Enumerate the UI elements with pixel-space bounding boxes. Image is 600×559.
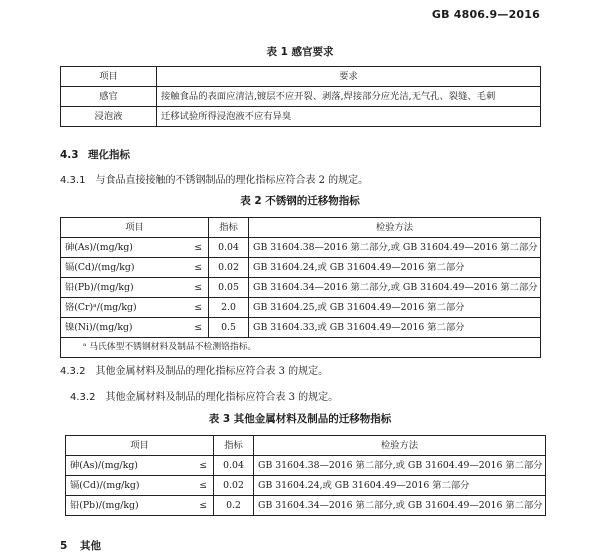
table3 xyxy=(65,435,546,516)
method-cell: GB 31604.38—2016 第二部分,或 GB 31604.49—2016 第二部分 xyxy=(254,456,546,476)
item-cell: 铅(Pb)/(mg/kg) xyxy=(61,278,177,298)
clause-text: 其他金属材料及制品的理化指标应符合表 3 的规定。 xyxy=(95,366,329,377)
item-cell: 镍(Ni)/(mg/kg) xyxy=(61,318,177,338)
section-heading xyxy=(60,538,101,553)
method-cell: GB 31604.34—2016 第二部分,或 GB 31604.49—2016 第二部分 xyxy=(249,278,541,298)
table-header-cell: 检验方法 xyxy=(249,218,541,238)
item-cell: 镉(Cd)/(mg/kg) xyxy=(61,258,177,278)
section-number: 5 xyxy=(60,540,68,552)
table-row xyxy=(61,107,541,127)
table2 xyxy=(60,217,541,358)
table-header-cell: 指标 xyxy=(209,218,249,238)
table-cell: 接触食品的表面应清洁,镀层不应开裂、剥落,焊接部分应光洁,无气孔、裂缝、毛刺 xyxy=(157,87,541,107)
method-cell: GB 31604.25,或 GB 31604.49—2016 第二部分 xyxy=(249,298,541,318)
table-header-row xyxy=(61,218,541,238)
table-row xyxy=(66,456,546,476)
item-cell: 砷(As)/(mg/kg) xyxy=(66,456,182,476)
item-cell: 镉(Cd)/(mg/kg) xyxy=(66,476,182,496)
value-cell: 0.04 xyxy=(209,238,249,258)
value-cell: 0.02 xyxy=(214,476,254,496)
section-heading xyxy=(60,147,130,162)
value-cell: 0.02 xyxy=(209,258,249,278)
table-header-row xyxy=(61,67,541,87)
standard-code: GB 4806.9—2016 xyxy=(431,8,540,21)
table-row xyxy=(61,238,541,258)
table-cell: 感官 xyxy=(61,87,157,107)
method-cell: GB 31604.34—2016 第二部分,或 GB 31604.49—2016 第二部分 xyxy=(254,496,546,516)
table1-caption: 表 1 感官要求 xyxy=(266,46,334,58)
table-footnote: ᵃ 马氏体型不锈钢材料及制品不检测铬指标。 xyxy=(61,338,541,358)
table-header-cell: 检验方法 xyxy=(254,436,546,456)
value-cell: 0.04 xyxy=(214,456,254,476)
le-symbol: ≤ xyxy=(177,298,209,318)
section-number: 4.3 xyxy=(60,149,79,161)
section-title: 理化指标 xyxy=(88,149,130,161)
table-row xyxy=(61,318,541,338)
table2-caption: 表 2 不锈钢的迁移物指标 xyxy=(240,195,360,207)
table-row xyxy=(61,258,541,278)
table-header-row xyxy=(66,436,546,456)
paragraph xyxy=(60,171,368,186)
table1 xyxy=(60,66,541,127)
le-symbol: ≤ xyxy=(182,476,214,496)
paragraph xyxy=(60,362,328,377)
method-cell: GB 31604.33,或 GB 31604.49—2016 第二部分 xyxy=(249,318,541,338)
le-symbol: ≤ xyxy=(182,456,214,476)
clause-number: 4.3.1 xyxy=(60,175,86,186)
value-cell: 0.5 xyxy=(209,318,249,338)
method-cell: GB 31604.38—2016 第二部分,或 GB 31604.49—2016 第二部分 xyxy=(249,238,541,258)
value-cell: 2.0 xyxy=(209,298,249,318)
le-symbol: ≤ xyxy=(177,238,209,258)
section-title: 其他 xyxy=(80,540,101,552)
table-row xyxy=(66,476,546,496)
table-cell: 迁移试验所得浸泡液不应有异臭 xyxy=(157,107,541,127)
paragraph xyxy=(70,388,338,403)
item-cell: 铅(Pb)/(mg/kg) xyxy=(66,496,182,516)
table-row xyxy=(61,87,541,107)
value-cell: 0.05 xyxy=(209,278,249,298)
method-cell: GB 31604.24,或 GB 31604.49—2016 第二部分 xyxy=(254,476,546,496)
clause-number: 4.3.2 xyxy=(70,392,96,403)
le-symbol: ≤ xyxy=(177,258,209,278)
table-header-cell: 项目 xyxy=(61,67,157,87)
item-cell: 铬(Cr)ᵃ/(mg/kg) xyxy=(61,298,177,318)
le-symbol: ≤ xyxy=(177,318,209,338)
clause-text: 其他金属材料及制品的理化指标应符合表 3 的规定。 xyxy=(105,392,339,403)
table-note-row xyxy=(61,338,541,358)
table-header-cell: 指标 xyxy=(214,436,254,456)
item-cell: 砷(As)/(mg/kg) xyxy=(61,238,177,258)
table3-caption: 表 3 其他金属材料及制品的迁移物指标 xyxy=(208,413,392,425)
table-row xyxy=(61,278,541,298)
table-cell: 浸泡液 xyxy=(61,107,157,127)
table-row xyxy=(61,298,541,318)
table-header-cell: 要求 xyxy=(157,67,541,87)
method-cell: GB 31604.24,或 GB 31604.49—2016 第二部分 xyxy=(249,258,541,278)
le-symbol: ≤ xyxy=(177,278,209,298)
clause-text: 与食品直接接触的不锈钢制品的理化指标应符合表 2 的规定。 xyxy=(95,175,369,186)
le-symbol: ≤ xyxy=(182,496,214,516)
table-row xyxy=(66,496,546,516)
value-cell: 0.2 xyxy=(214,496,254,516)
table-header-cell: 项目 xyxy=(61,218,209,238)
table-header-cell: 项目 xyxy=(66,436,214,456)
clause-number: 4.3.2 xyxy=(60,366,86,377)
